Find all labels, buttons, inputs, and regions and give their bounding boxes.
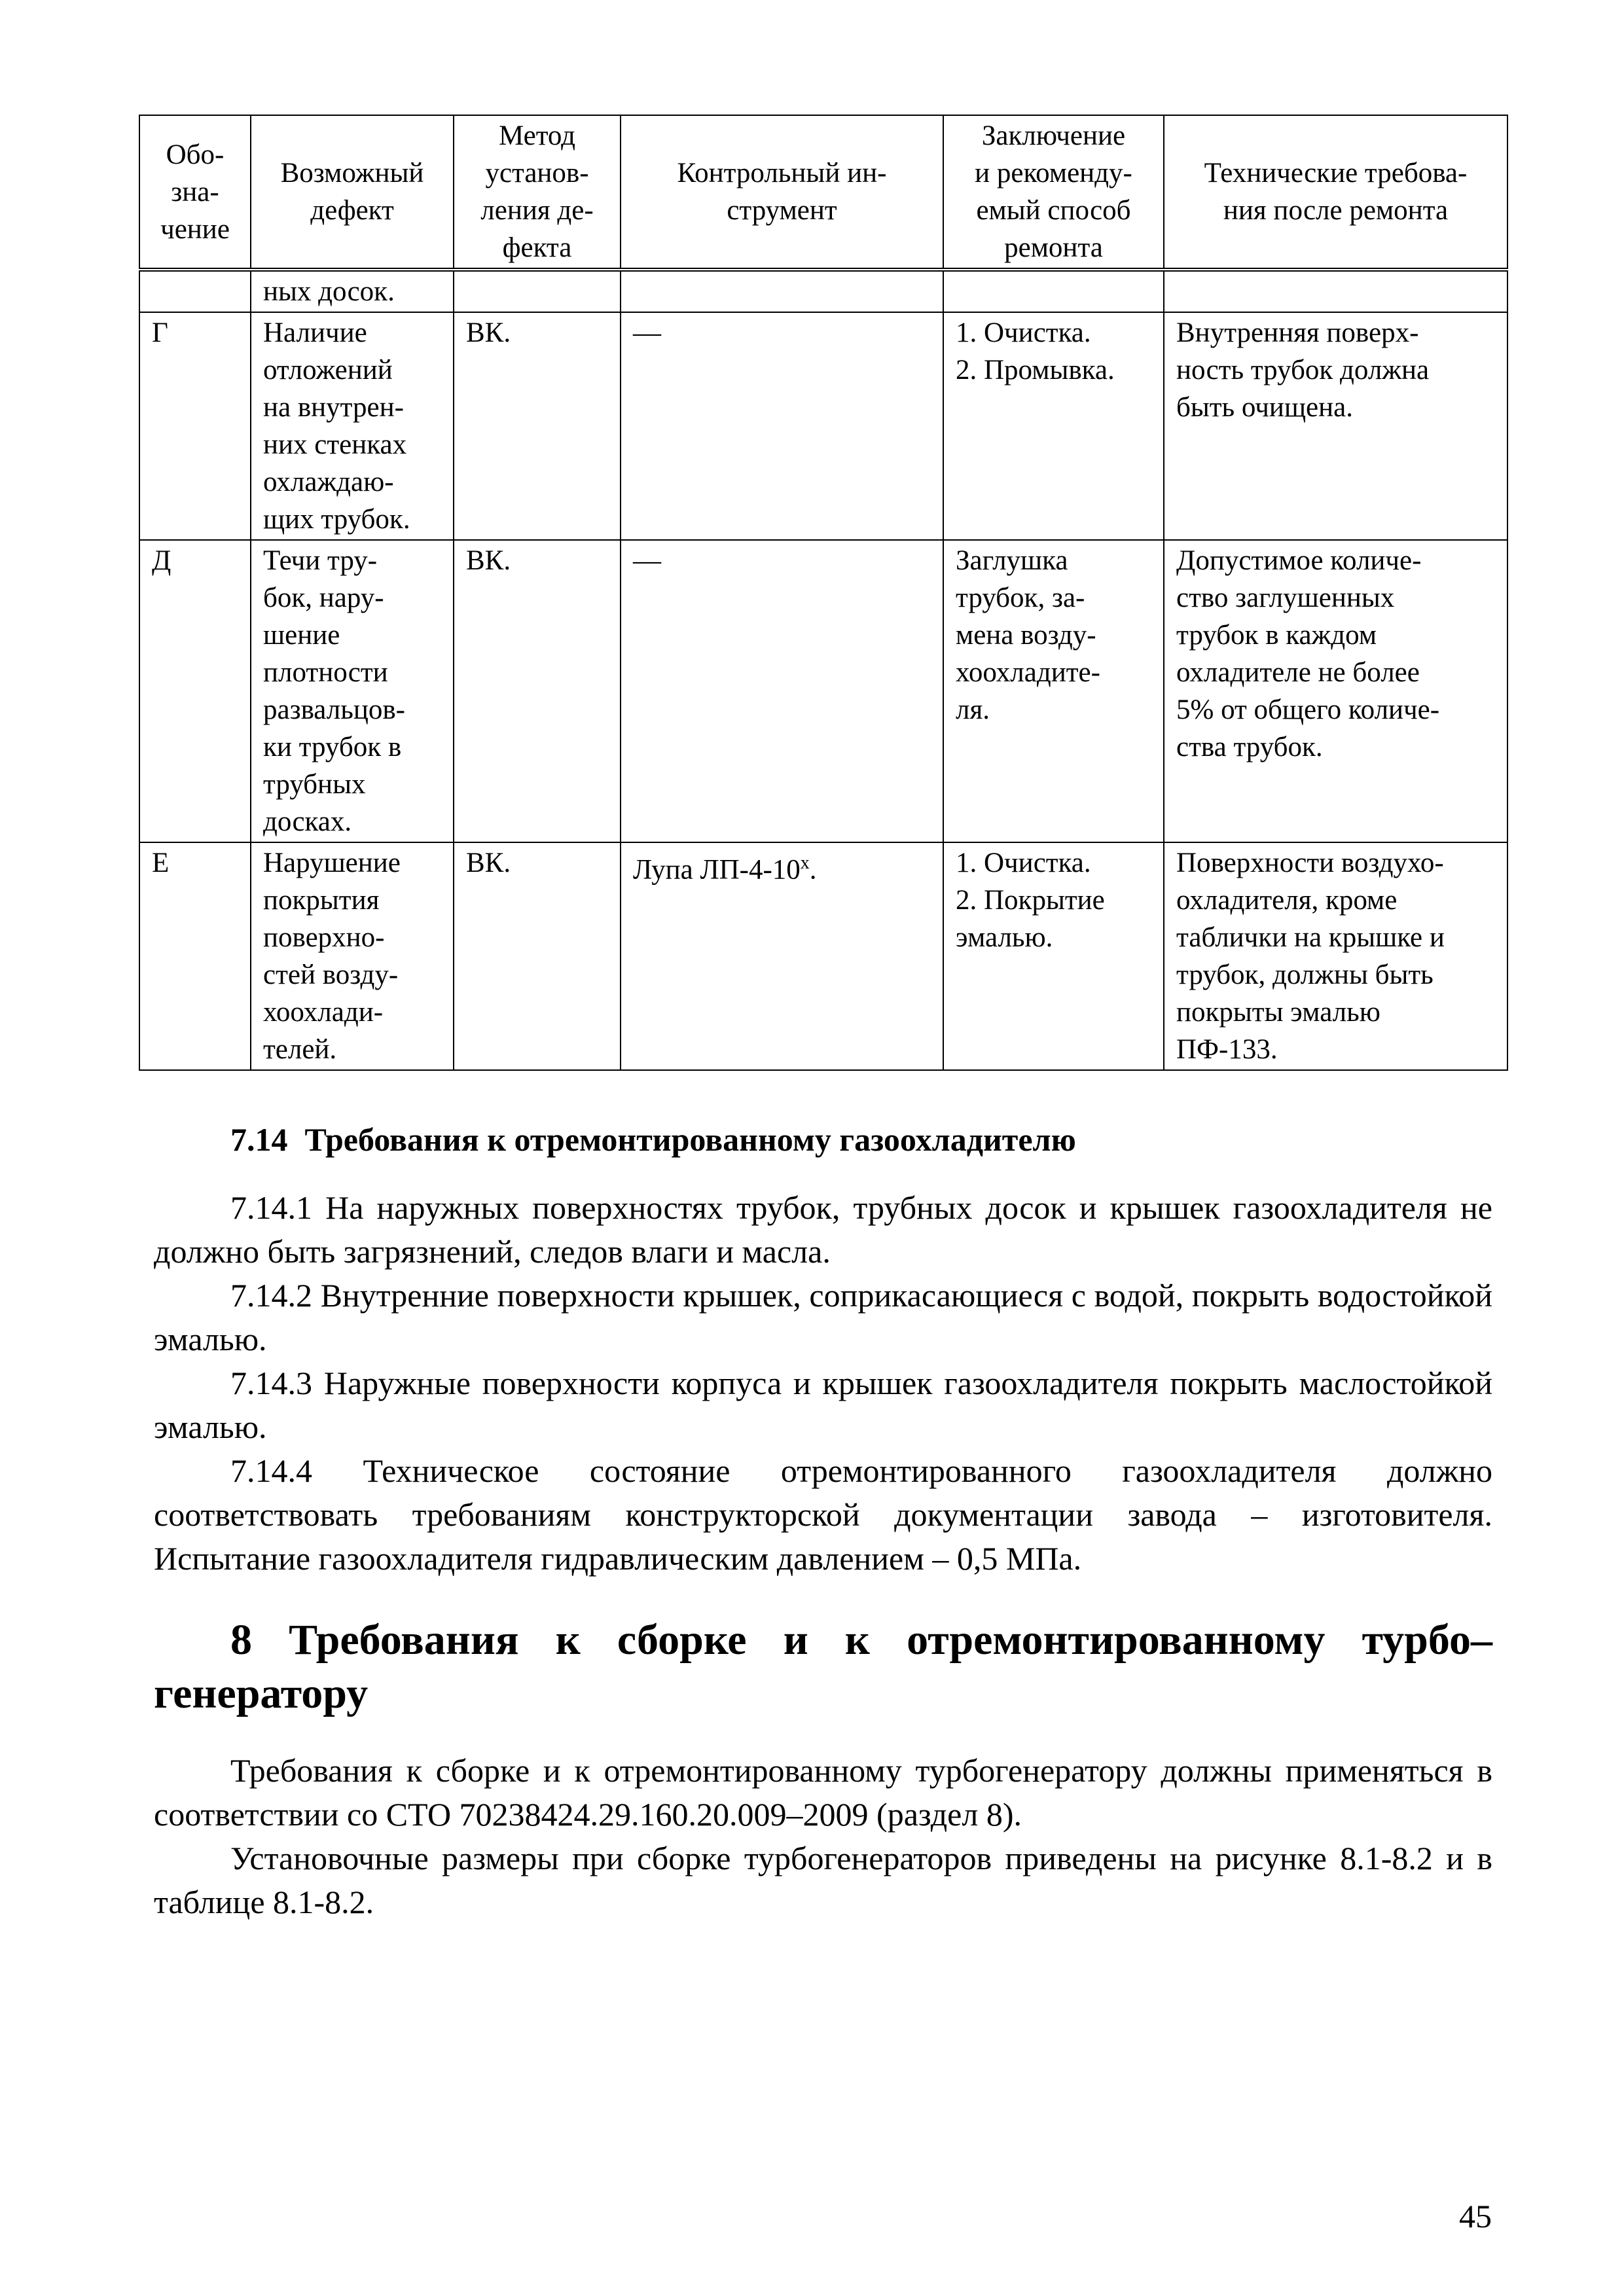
- section-714-heading: [230, 1121, 1076, 1158]
- section-8-title-line1: 8 Требования к сборке и к отремонтированному турбо–: [230, 1616, 1492, 1664]
- row-method: ВК.: [454, 312, 621, 540]
- header-designation: Обо- зна- чение: [139, 115, 251, 270]
- row-method: ВК.: [454, 842, 621, 1070]
- paragraph-7-14-3: 7.14.3 Наружные поверхности корпуса и крышек газоохладителя покрыть маслостойкой эмалью.: [154, 1365, 1492, 1445]
- row-requirements: Поверхности воздухо- охладителя, кроме таблички на крышке и трубок, должны быть покрыты эмалью ПФ-133.: [1164, 842, 1507, 1070]
- table-row-continuation: [139, 270, 1507, 312]
- table-row: [139, 842, 1507, 1070]
- row-tool: —: [621, 312, 943, 540]
- section-8-title-line2: генератору: [154, 1670, 369, 1717]
- row-tool: Лупа $ЛП-4-10^х$.: [621, 842, 943, 1070]
- table-row: [139, 312, 1507, 540]
- header-method: Метод установ- ления де- фекта: [454, 115, 621, 270]
- row-defect: Наличие отложений на внутрен- них стенках охлаждаю- щих трубок.: [251, 312, 454, 540]
- row-repair: 1. Очистка. 2. Промывка.: [943, 312, 1164, 540]
- section-714-number: 7.14: [230, 1121, 288, 1158]
- continuation-text: ных досок.: [251, 270, 454, 312]
- paragraph-7-14-1: 7.14.1 На наружных поверхностях трубок, трубных досок и крышек газоохладителя не должно быть загрязнений, следов влаги и масла.: [154, 1189, 1492, 1270]
- section-8-heading: [154, 1613, 1492, 1721]
- row-designation: Е: [139, 842, 251, 1070]
- row-tool: —: [621, 540, 943, 842]
- header-requirements: Технические требова- ния после ремонта: [1164, 115, 1507, 270]
- table-header-row: [139, 115, 1507, 270]
- row-designation: Г: [139, 312, 251, 540]
- row-designation: Д: [139, 540, 251, 842]
- section-714-title: Требования к отремонтированному газоохладителю: [304, 1121, 1076, 1158]
- page-number: 45: [1459, 2198, 1492, 2234]
- header-defect: Возможный дефект: [251, 115, 454, 270]
- row-defect: Нарушение покрытия поверхно- стей возду- хоохлади- телей.: [251, 842, 454, 1070]
- paragraph-8-dimensions: Установочные размеры при сборке турбогенераторов приведены на рисунке 8.1-8.2 и в таблице 8.1-8.2.: [154, 1840, 1492, 1920]
- row-defect: Течи тру- бок, нару- шение плотности развальцов- ки трубок в трубных досках.: [251, 540, 454, 842]
- row-method: ВК.: [454, 540, 621, 842]
- table-row: [139, 540, 1507, 842]
- header-tool: Контрольный ин- струмент: [621, 115, 943, 270]
- defects-table: [139, 115, 1508, 1071]
- row-requirements: Допустимое количе- ство заглушенных трубок в каждом охладителе не более 5% от общего количе- ства трубок.: [1164, 540, 1507, 842]
- paragraph-7-14-2: 7.14.2 Внутренние поверхности крышек, соприкасающиеся с водой, покрыть водостойкой эмалью.: [154, 1277, 1492, 1357]
- paragraph-7-14-4: 7.14.4 Техническое состояние отремонтированного газоохладителя должно соответствовать требованиям конструкторской документации завода – изготовителя. Испытание газоохладителя гидравлическим давлением – 0,5 МПа.: [154, 1452, 1492, 1577]
- paragraph-8-intro: Требования к сборке и к отремонтированному турбогенератору должны применяться в соответствии со СТО 70238424.29.160.20.009–2009 (раздел 8).: [154, 1752, 1492, 1833]
- header-repair: Заключение и рекоменду- емый способ ремонта: [943, 115, 1164, 270]
- row-repair: 1. Очистка. 2. Покрытие эмалью.: [943, 842, 1164, 1070]
- row-repair: Заглушка трубок, за- мена возду- хоохладите- ля.: [943, 540, 1164, 842]
- row-requirements: Внутренняя поверх- ность трубок должна быть очищена.: [1164, 312, 1507, 540]
